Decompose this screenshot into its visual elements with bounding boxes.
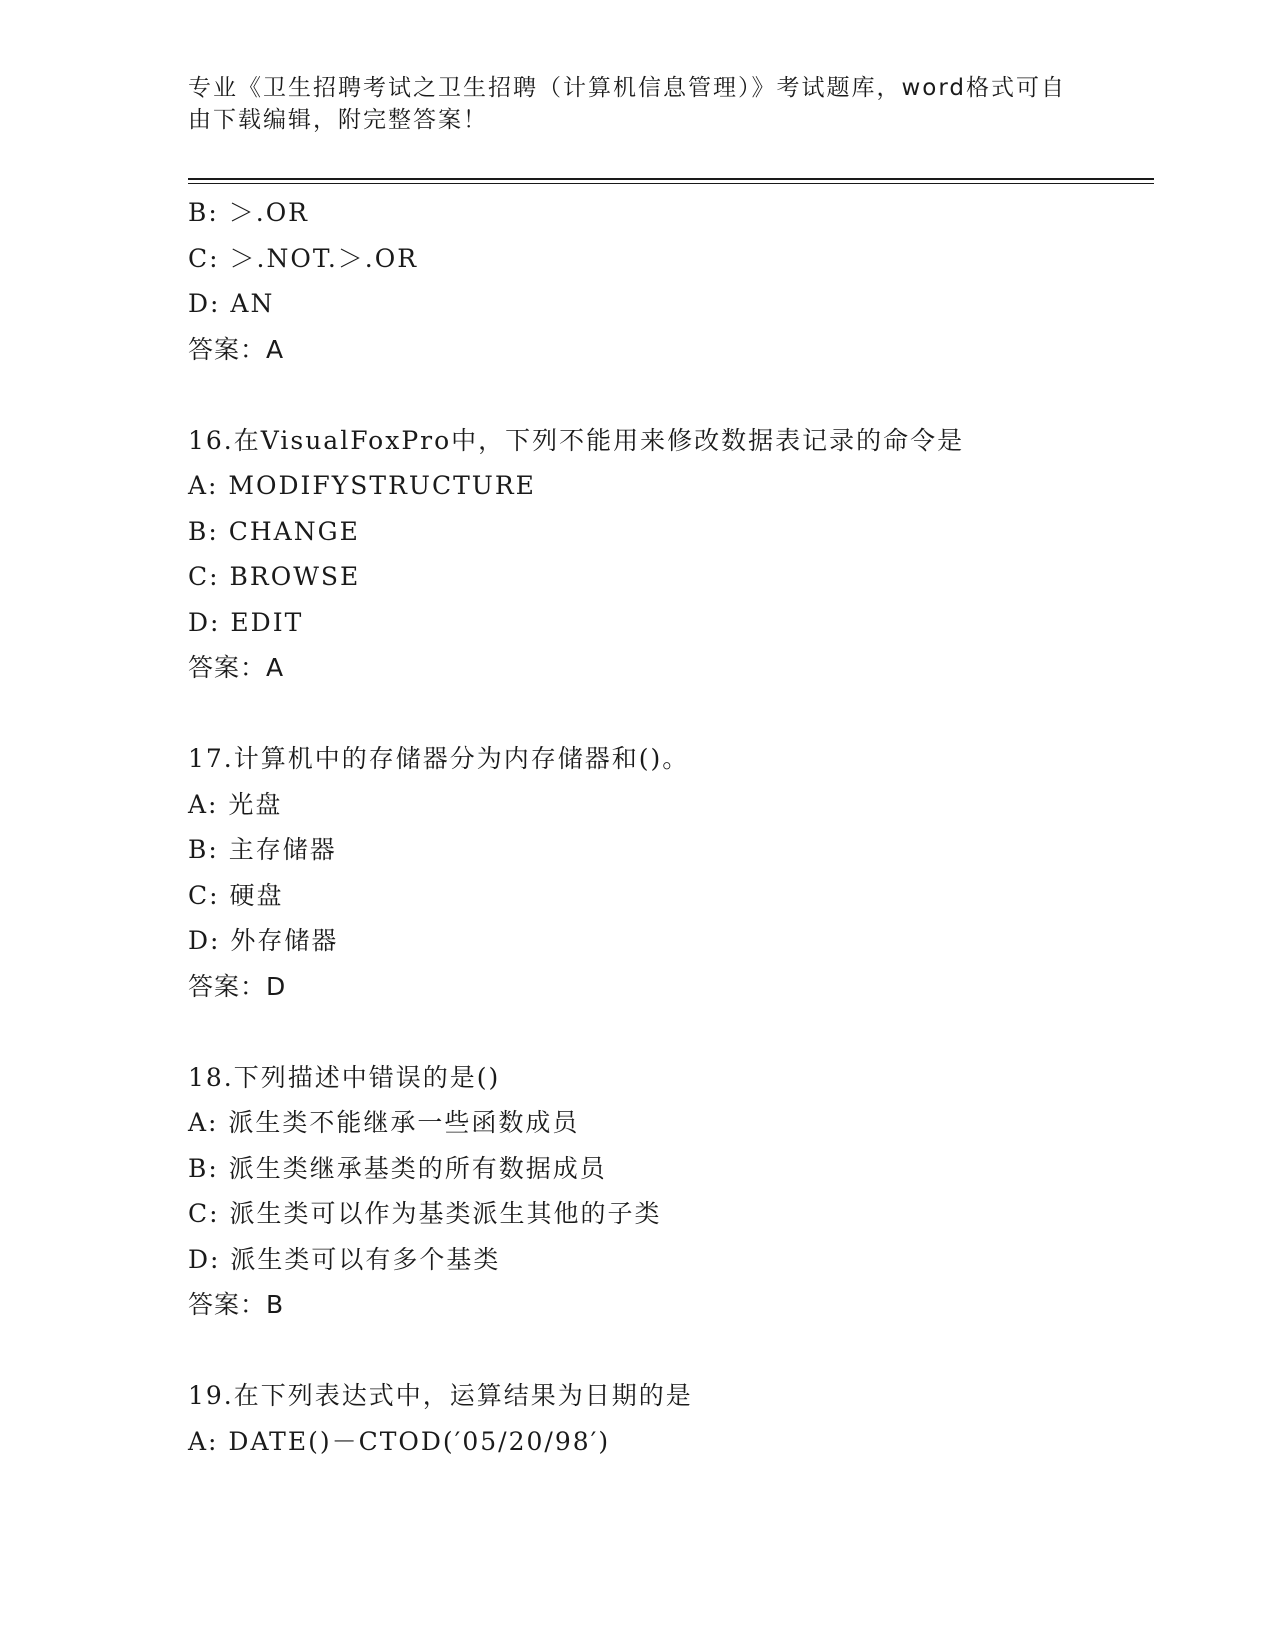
option-a: A: MODIFYSTRUCTURE [188, 471, 536, 500]
option-c: C: 硬盘 [188, 880, 284, 910]
answer-line: 答案：A [188, 653, 285, 682]
question-stem: 18.下列描述中错误的是() [188, 1062, 501, 1092]
option-a: A: 光盘 [188, 789, 283, 819]
option-c: C: 派生类可以作为基类派生其他的子类 [188, 1199, 662, 1228]
option-b: B: ＞.OR [188, 198, 310, 227]
spacer [188, 691, 1154, 737]
answer-line: 答案：A [188, 334, 285, 364]
option-d: D: 外存储器 [188, 926, 339, 955]
option-c: C: ＞.NOT.＞.OR [188, 243, 419, 273]
option-b: B: CHANGE [188, 516, 360, 546]
question-18 [188, 1055, 1154, 1328]
header-divider-thin [188, 183, 1154, 184]
answer-line: 答案：B [188, 1290, 285, 1319]
spacer [188, 1009, 1154, 1055]
question-19 [188, 1373, 1154, 1464]
question-list [188, 190, 1154, 1464]
option-b: B: 主存储器 [188, 835, 337, 864]
spacer [188, 1328, 1154, 1374]
header-line-1: 专业《卫生招聘考试之卫生招聘（计算机信息管理）》考试题库，word格式可自 [188, 75, 1067, 101]
option-a: A: 派生类不能继承一些函数成员 [188, 1108, 580, 1137]
option-a: A: DATE()－CTOD(′05/20/98′) [188, 1426, 611, 1456]
document-header [188, 72, 1068, 136]
question-stem: 17.计算机中的存储器分为内存储器和()。 [188, 744, 690, 773]
header-divider-thick [188, 178, 1154, 180]
answer-line: 答案：D [188, 971, 287, 1001]
option-d: D: 派生类可以有多个基类 [188, 1244, 501, 1274]
option-d: D: AN [188, 289, 275, 318]
question-16 [188, 418, 1154, 691]
question-stem: 16.在VisualFoxPro中，下列不能用来修改数据表记录的命令是 [188, 425, 965, 455]
option-d: D: EDIT [188, 607, 304, 637]
spacer [188, 372, 1154, 418]
header-line-2: 由下载编辑，附完整答案！ [188, 107, 488, 133]
question-15-continued [188, 190, 1154, 372]
option-c: C: BROWSE [188, 562, 361, 591]
question-17 [188, 736, 1154, 1009]
option-b: B: 派生类继承基类的所有数据成员 [188, 1153, 607, 1183]
question-stem: 19.在下列表达式中，运算结果为日期的是 [188, 1381, 693, 1410]
